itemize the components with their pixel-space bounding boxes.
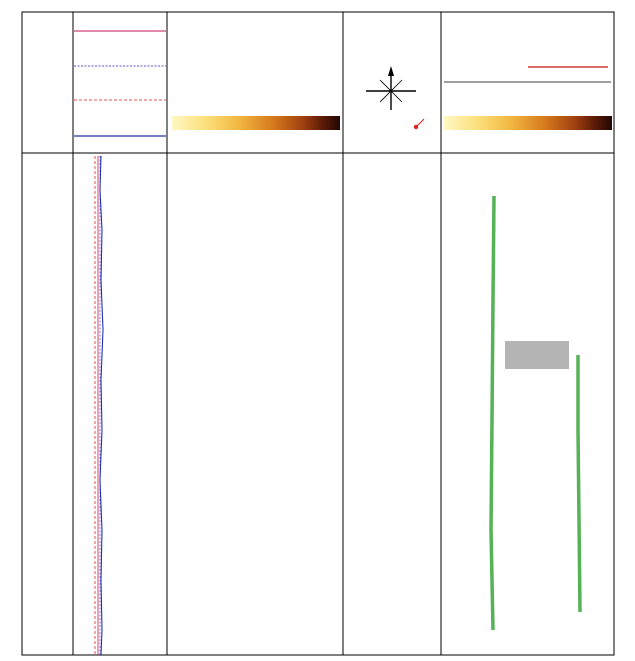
dynamic-color-scale: [444, 116, 612, 130]
tadpole-legend-tail: [417, 119, 424, 126]
figure-frame: [22, 12, 614, 655]
tadpole-legend-marker: [414, 125, 418, 129]
gamma-curve: [100, 156, 103, 655]
curve-track-header: [74, 31, 166, 136]
fracture-line-left: [491, 196, 494, 630]
curve-track-curves: [95, 156, 103, 655]
static-image-header: [172, 116, 340, 130]
ditfs-label-box: [505, 341, 569, 369]
fracture-lines: [491, 196, 580, 630]
tadpole-header: [366, 66, 424, 129]
fracture-line-right: [578, 355, 580, 612]
static-color-scale: [172, 116, 340, 130]
dynamic-image-header: [444, 67, 612, 130]
compass-icon: [366, 66, 416, 110]
